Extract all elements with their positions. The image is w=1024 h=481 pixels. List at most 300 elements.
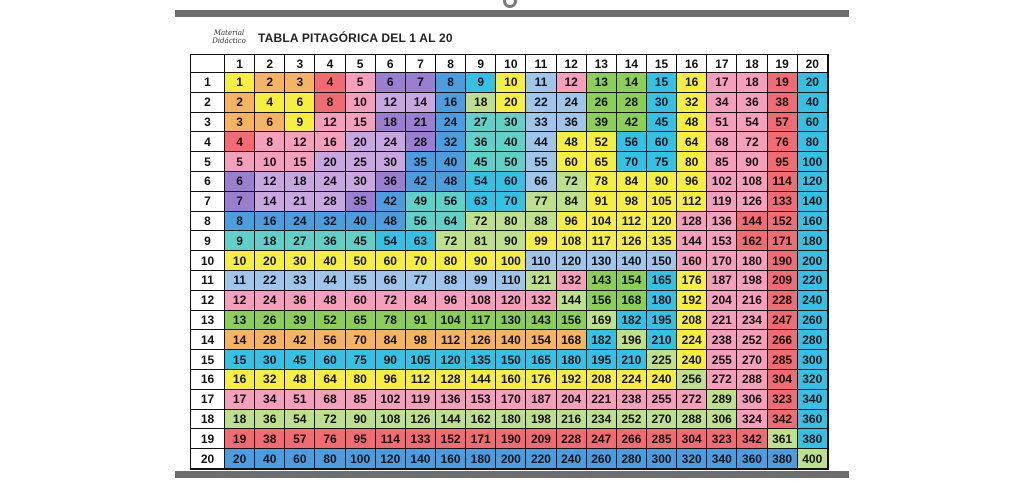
product-cell: 180: [466, 449, 496, 469]
product-cell: 90: [647, 172, 677, 192]
top-hanging-rail: [175, 10, 849, 17]
product-cell: 13: [587, 73, 617, 93]
column-header: 10: [496, 55, 526, 73]
product-cell: 120: [557, 251, 587, 271]
product-cell: 14: [225, 330, 255, 350]
product-cell: 36: [285, 291, 315, 311]
product-cell: 24: [315, 172, 345, 192]
product-cell: 126: [617, 231, 647, 251]
product-cell: 11: [526, 73, 556, 93]
product-cell: 80: [315, 449, 345, 469]
product-cell: 120: [436, 350, 466, 370]
product-cell: 60: [376, 251, 406, 271]
product-cell: 90: [496, 231, 526, 251]
product-cell: 32: [315, 212, 345, 232]
product-cell: 68: [707, 132, 737, 152]
product-cell: 36: [315, 231, 345, 251]
product-cell: 8: [315, 93, 345, 113]
product-cell: 221: [587, 390, 617, 410]
product-cell: 24: [255, 291, 285, 311]
row-header: 2: [191, 93, 225, 113]
product-cell: 65: [587, 152, 617, 172]
product-cell: 144: [677, 231, 707, 251]
product-cell: 6: [285, 93, 315, 113]
bottom-hanging-rail: [175, 471, 849, 478]
product-cell: 65: [346, 311, 376, 331]
brand-logo: [210, 29, 248, 45]
product-cell: 60: [315, 350, 345, 370]
product-cell: 160: [798, 212, 828, 232]
product-cell: 252: [737, 330, 767, 350]
product-cell: 50: [496, 152, 526, 172]
product-cell: 140: [406, 449, 436, 469]
product-cell: 24: [376, 132, 406, 152]
product-cell: 56: [436, 192, 466, 212]
product-cell: 119: [707, 192, 737, 212]
product-cell: 57: [285, 429, 315, 449]
product-cell: 168: [617, 291, 647, 311]
product-cell: 224: [617, 370, 647, 390]
product-cell: 342: [737, 429, 767, 449]
product-cell: 26: [587, 93, 617, 113]
product-cell: 52: [587, 132, 617, 152]
product-cell: 40: [255, 449, 285, 469]
product-cell: 84: [376, 330, 406, 350]
product-cell: 66: [526, 172, 556, 192]
product-cell: 52: [315, 311, 345, 331]
product-cell: 304: [768, 370, 798, 390]
product-cell: 1: [225, 73, 255, 93]
product-cell: 28: [315, 192, 345, 212]
product-cell: 28: [406, 132, 436, 152]
product-cell: 180: [557, 350, 587, 370]
product-cell: 140: [496, 330, 526, 350]
product-cell: 3: [225, 113, 255, 133]
product-cell: 130: [587, 251, 617, 271]
product-cell: 187: [707, 271, 737, 291]
product-cell: 10: [346, 93, 376, 113]
product-cell: 195: [647, 311, 677, 331]
product-cell: 400: [798, 449, 828, 469]
column-header: 20: [798, 55, 828, 73]
column-header: 15: [647, 55, 677, 73]
product-cell: 40: [798, 93, 828, 113]
product-cell: 160: [436, 449, 466, 469]
product-cell: 36: [557, 113, 587, 133]
product-cell: 15: [285, 152, 315, 172]
product-cell: 117: [587, 231, 617, 251]
product-cell: 72: [315, 410, 345, 430]
product-cell: 288: [737, 370, 767, 390]
product-cell: 9: [466, 73, 496, 93]
product-cell: 84: [557, 192, 587, 212]
product-cell: 144: [737, 212, 767, 232]
product-cell: 144: [436, 410, 466, 430]
product-cell: 40: [496, 132, 526, 152]
product-cell: 182: [587, 330, 617, 350]
product-cell: 190: [496, 429, 526, 449]
product-cell: 85: [346, 390, 376, 410]
product-cell: 33: [526, 113, 556, 133]
product-cell: 45: [647, 113, 677, 133]
product-cell: 36: [737, 93, 767, 113]
product-cell: 224: [677, 330, 707, 350]
product-cell: 238: [707, 330, 737, 350]
column-header: 14: [617, 55, 647, 73]
product-cell: 98: [617, 192, 647, 212]
row-header: 14: [191, 330, 225, 350]
product-cell: 64: [436, 212, 466, 232]
product-cell: 247: [768, 311, 798, 331]
product-cell: 108: [466, 291, 496, 311]
product-cell: 150: [496, 350, 526, 370]
product-cell: 171: [768, 231, 798, 251]
product-cell: 209: [768, 271, 798, 291]
product-cell: 112: [677, 192, 707, 212]
product-cell: 255: [647, 390, 677, 410]
product-cell: 5: [225, 152, 255, 172]
product-cell: 306: [707, 410, 737, 430]
product-cell: 42: [285, 330, 315, 350]
product-cell: 14: [406, 93, 436, 113]
product-cell: 76: [768, 132, 798, 152]
product-cell: 323: [768, 390, 798, 410]
product-cell: 20: [496, 93, 526, 113]
product-cell: 75: [647, 152, 677, 172]
product-cell: 112: [406, 370, 436, 390]
product-cell: 169: [587, 311, 617, 331]
product-cell: 10: [225, 251, 255, 271]
row-header: 20: [191, 449, 225, 469]
product-cell: 70: [496, 192, 526, 212]
product-cell: 35: [406, 152, 436, 172]
product-cell: 5: [346, 73, 376, 93]
product-cell: 2: [255, 73, 285, 93]
logo-line-2: Didáctico: [212, 37, 246, 45]
column-header: 2: [255, 55, 285, 73]
product-cell: 12: [315, 113, 345, 133]
product-cell: 270: [647, 410, 677, 430]
column-header: 5: [346, 55, 376, 73]
product-cell: 84: [617, 172, 647, 192]
product-cell: 21: [406, 113, 436, 133]
product-cell: 48: [376, 212, 406, 232]
product-cell: 209: [526, 429, 556, 449]
product-cell: 114: [768, 172, 798, 192]
product-cell: 154: [526, 330, 556, 350]
product-cell: 6: [376, 73, 406, 93]
product-cell: 323: [707, 429, 737, 449]
product-cell: 200: [798, 251, 828, 271]
product-cell: 270: [737, 350, 767, 370]
product-cell: 238: [617, 390, 647, 410]
product-cell: 210: [647, 330, 677, 350]
column-header: 3: [285, 55, 315, 73]
product-cell: 2: [225, 93, 255, 113]
product-cell: 192: [677, 291, 707, 311]
product-cell: 96: [436, 291, 466, 311]
product-cell: 45: [285, 350, 315, 370]
product-cell: 228: [557, 429, 587, 449]
product-cell: 77: [406, 271, 436, 291]
product-cell: 44: [526, 132, 556, 152]
product-cell: 240: [557, 449, 587, 469]
product-cell: 24: [436, 113, 466, 133]
product-cell: 102: [707, 172, 737, 192]
product-cell: 247: [587, 429, 617, 449]
product-cell: 165: [526, 350, 556, 370]
product-cell: 16: [436, 93, 466, 113]
product-cell: 40: [315, 251, 345, 271]
product-cell: 36: [255, 410, 285, 430]
product-cell: 220: [798, 271, 828, 291]
product-cell: 143: [587, 271, 617, 291]
product-cell: 135: [466, 350, 496, 370]
product-cell: 150: [647, 251, 677, 271]
product-cell: 180: [647, 291, 677, 311]
product-cell: 105: [647, 192, 677, 212]
product-cell: 60: [285, 449, 315, 469]
product-cell: 21: [285, 192, 315, 212]
product-cell: 196: [617, 330, 647, 350]
product-cell: 9: [225, 231, 255, 251]
product-cell: 7: [406, 73, 436, 93]
product-cell: 216: [557, 410, 587, 430]
product-cell: 56: [315, 330, 345, 350]
product-cell: 56: [617, 132, 647, 152]
product-cell: 10: [255, 152, 285, 172]
product-cell: 136: [707, 212, 737, 232]
product-cell: 22: [255, 271, 285, 291]
product-cell: 24: [557, 93, 587, 113]
product-cell: 108: [376, 410, 406, 430]
product-cell: 95: [346, 429, 376, 449]
product-cell: 56: [406, 212, 436, 232]
product-cell: 66: [376, 271, 406, 291]
product-cell: 100: [496, 251, 526, 271]
product-cell: 28: [255, 330, 285, 350]
product-cell: 10: [496, 73, 526, 93]
product-cell: 160: [496, 370, 526, 390]
product-cell: 3: [285, 73, 315, 93]
product-cell: 340: [707, 449, 737, 469]
product-cell: 208: [677, 311, 707, 331]
product-cell: 34: [255, 390, 285, 410]
product-cell: 90: [376, 350, 406, 370]
product-cell: 280: [798, 330, 828, 350]
product-cell: 32: [677, 93, 707, 113]
product-cell: 240: [798, 291, 828, 311]
product-cell: 12: [376, 93, 406, 113]
product-cell: 143: [526, 311, 556, 331]
product-cell: 20: [798, 73, 828, 93]
product-cell: 96: [376, 370, 406, 390]
product-cell: 8: [225, 212, 255, 232]
product-cell: 51: [285, 390, 315, 410]
column-header: 6: [376, 55, 406, 73]
product-cell: 300: [798, 350, 828, 370]
product-cell: 105: [406, 350, 436, 370]
product-cell: 54: [737, 113, 767, 133]
product-cell: 12: [255, 172, 285, 192]
product-cell: 135: [647, 231, 677, 251]
product-cell: 88: [526, 212, 556, 232]
product-cell: 70: [617, 152, 647, 172]
column-header: 19: [768, 55, 798, 73]
product-cell: 68: [315, 390, 345, 410]
product-cell: 48: [677, 113, 707, 133]
product-cell: 78: [376, 311, 406, 331]
product-cell: 17: [707, 73, 737, 93]
product-cell: 81: [466, 231, 496, 251]
product-cell: 204: [557, 390, 587, 410]
product-cell: 8: [436, 73, 466, 93]
product-cell: 15: [225, 350, 255, 370]
product-cell: 162: [737, 231, 767, 251]
product-cell: 70: [406, 251, 436, 271]
product-cell: 180: [496, 410, 526, 430]
product-cell: 30: [346, 172, 376, 192]
product-cell: 18: [255, 231, 285, 251]
product-cell: 51: [707, 113, 737, 133]
product-cell: 34: [707, 93, 737, 113]
product-cell: 60: [798, 113, 828, 133]
product-cell: 30: [496, 113, 526, 133]
product-cell: 140: [798, 192, 828, 212]
product-cell: 140: [617, 251, 647, 271]
product-cell: 44: [315, 271, 345, 291]
column-header: 7: [406, 55, 436, 73]
product-cell: 198: [526, 410, 556, 430]
row-header: 19: [191, 429, 225, 449]
product-cell: 33: [285, 271, 315, 291]
product-cell: 304: [677, 429, 707, 449]
product-cell: 16: [255, 212, 285, 232]
product-cell: 112: [617, 212, 647, 232]
product-cell: 14: [255, 192, 285, 212]
product-cell: 154: [617, 271, 647, 291]
product-cell: 72: [376, 291, 406, 311]
product-cell: 176: [526, 370, 556, 390]
product-cell: 240: [647, 370, 677, 390]
product-cell: 42: [376, 192, 406, 212]
product-cell: 144: [466, 370, 496, 390]
row-header: 6: [191, 172, 225, 192]
product-cell: 19: [225, 429, 255, 449]
product-cell: 342: [768, 410, 798, 430]
hanger-hook: [503, 0, 517, 8]
row-header: 9: [191, 231, 225, 251]
column-header: 16: [677, 55, 707, 73]
product-cell: 260: [798, 311, 828, 331]
product-cell: 100: [798, 152, 828, 172]
product-cell: 126: [466, 330, 496, 350]
product-cell: 133: [406, 429, 436, 449]
product-cell: 121: [526, 271, 556, 291]
product-cell: 16: [225, 370, 255, 390]
product-cell: 208: [587, 370, 617, 390]
product-cell: 256: [677, 370, 707, 390]
product-cell: 165: [647, 271, 677, 291]
row-header: 11: [191, 271, 225, 291]
product-cell: 80: [677, 152, 707, 172]
product-cell: 195: [587, 350, 617, 370]
row-header: 1: [191, 73, 225, 93]
product-cell: 266: [768, 330, 798, 350]
product-cell: 204: [707, 291, 737, 311]
product-cell: 252: [617, 410, 647, 430]
product-cell: 48: [315, 291, 345, 311]
product-cell: 168: [557, 330, 587, 350]
product-cell: 361: [768, 429, 798, 449]
product-cell: 225: [647, 350, 677, 370]
product-cell: 234: [737, 311, 767, 331]
row-header: 18: [191, 410, 225, 430]
product-cell: 38: [255, 429, 285, 449]
product-cell: 132: [526, 291, 556, 311]
product-cell: 80: [346, 370, 376, 390]
product-cell: 32: [436, 132, 466, 152]
product-cell: 20: [346, 132, 376, 152]
product-cell: 153: [707, 231, 737, 251]
product-cell: 45: [346, 231, 376, 251]
product-cell: 228: [768, 291, 798, 311]
product-cell: 36: [376, 172, 406, 192]
product-cell: 152: [768, 212, 798, 232]
product-cell: 22: [526, 93, 556, 113]
product-cell: 84: [406, 291, 436, 311]
product-cell: 171: [466, 429, 496, 449]
column-header: 13: [587, 55, 617, 73]
row-header: 12: [191, 291, 225, 311]
product-cell: 300: [647, 449, 677, 469]
product-cell: 72: [737, 132, 767, 152]
product-cell: 90: [466, 251, 496, 271]
product-cell: 380: [768, 449, 798, 469]
product-cell: 128: [436, 370, 466, 390]
product-cell: 192: [557, 370, 587, 390]
product-cell: 25: [346, 152, 376, 172]
column-header: 17: [707, 55, 737, 73]
product-cell: 78: [587, 172, 617, 192]
column-header: 4: [315, 55, 345, 73]
product-cell: 24: [285, 212, 315, 232]
product-cell: 96: [557, 212, 587, 232]
product-cell: 72: [466, 212, 496, 232]
product-cell: 200: [496, 449, 526, 469]
column-header: 1: [225, 55, 255, 73]
product-cell: 30: [376, 152, 406, 172]
product-cell: 70: [346, 330, 376, 350]
product-cell: 12: [285, 132, 315, 152]
product-cell: 255: [707, 350, 737, 370]
product-cell: 320: [798, 370, 828, 390]
product-cell: 130: [496, 311, 526, 331]
product-cell: 102: [376, 390, 406, 410]
product-cell: 38: [768, 93, 798, 113]
product-cell: 6: [255, 113, 285, 133]
product-cell: 4: [225, 132, 255, 152]
product-cell: 30: [647, 93, 677, 113]
product-cell: 126: [406, 410, 436, 430]
product-cell: 76: [315, 429, 345, 449]
product-cell: 18: [466, 93, 496, 113]
product-cell: 6: [225, 172, 255, 192]
row-header: 17: [191, 390, 225, 410]
product-cell: 54: [285, 410, 315, 430]
product-cell: 95: [768, 152, 798, 172]
row-header: 10: [191, 251, 225, 271]
